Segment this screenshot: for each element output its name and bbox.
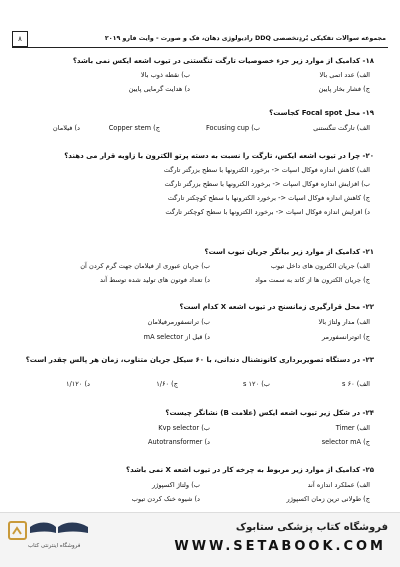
q23-option-c: ج) ۱/۶۰ bbox=[156, 380, 178, 388]
q20-option-a: الف) کاهش اندازه فوکال اسپات <- برخورد الکترونها با سطح بزرگتر تارگت bbox=[163, 166, 370, 174]
q20-option-b: ب) افزایش اندازه فوکال اسپات <- برخورد الکترونها با سطح بزرگتر تارگت bbox=[164, 180, 370, 188]
q19-option-b: ب) Focusing cup bbox=[205, 124, 260, 132]
q21-option-c: ج) جریان الکترون ها از کاتد به سمت مواد bbox=[255, 276, 370, 284]
q21-option-a: الف) جریان الکترون های داخل تیوب bbox=[270, 262, 370, 270]
q25-option-c: ج) طولانی ترین زمان اکسپوژر bbox=[286, 495, 370, 503]
q25-option-a: الف) عملکرد اندازه آند bbox=[307, 481, 370, 489]
shop-name: فروشگاه کتاب پزشکی ستابوک bbox=[235, 522, 388, 533]
question-25: ۲۵- کدامیک از موارد زیر مربوط به چرخه کار در تیوب اشعه X نمی باشد؟ bbox=[126, 466, 374, 474]
q19-option-c: ج) Copper stem bbox=[108, 124, 160, 132]
question-23: ۲۳- در دستگاه تصویربرداری کانونشنال دندانی، با ۶۰ سیکل جریان متناوب، زمان هر پالس چقدر است؟ bbox=[25, 356, 374, 364]
shop-url[interactable]: WWW.SETABOOK.COM bbox=[174, 539, 386, 554]
q23-option-b: ب) ۱۲۰ s bbox=[242, 380, 270, 388]
q18-option-c: ج) فشار بخار پایین bbox=[318, 85, 370, 93]
q21-option-b: ب) جریان عبوری از فیلامان جهت گرم کردن آن bbox=[80, 262, 210, 270]
q20-option-d: د) افزایش اندازه فوکال اسپات <- برخورد الکترونها با سطح کوچکتر تارگت bbox=[165, 208, 370, 216]
q18-option-a: الف) عدد اتمی بالا bbox=[319, 71, 370, 79]
q19-option-d: د) فیلامان bbox=[52, 124, 80, 132]
q18-option-b: ب) نقطه ذوب بالا bbox=[140, 71, 190, 79]
q25-option-d: د) شیوه خنک کردن تیوب bbox=[131, 495, 200, 503]
q22-option-a: الف) مدار ولتاژ بالا bbox=[318, 318, 370, 326]
logo-subtitle: فروشگاه اینترنتی کتاب bbox=[28, 543, 81, 549]
q23-option-a: الف) ۶۰ s bbox=[342, 380, 370, 388]
q24-option-a: الف) Timer bbox=[335, 424, 370, 432]
q24-option-b: ب) Kvp selector bbox=[158, 424, 210, 432]
page-number: ۸ bbox=[12, 31, 28, 47]
q22-option-c: ج) اتوترانسفورمر bbox=[321, 333, 370, 341]
question-22: ۲۲- محل قرارگیری زمانسنج در تیوب اشعه X کدام است؟ bbox=[179, 303, 374, 311]
q22-option-d: د) قبل از mA selector bbox=[143, 333, 210, 341]
q20-option-c: ج) کاهش اندازه فوکال اسپات <- برخورد الکترونها با سطح کوچکتر تارگت bbox=[167, 194, 370, 202]
header-title: مجموعه سوالات تفکیکی بُردِتخصصی DDQ رادیولوژی دهان، فک و صورت - وایت فارو ۲۰۱۹ bbox=[104, 35, 386, 42]
q24-option-d: د) Autotransformer bbox=[147, 438, 210, 446]
question-21: ۲۱- کدامیک از موارد زیر بیانگر جریان تیوب است؟ bbox=[204, 248, 374, 256]
q18-option-d: د) هدایت گرمایی پایین bbox=[128, 85, 190, 93]
q24-option-c: ج) selector mA bbox=[321, 438, 370, 446]
q25-option-b: ب) ولتاژ اکسپوژر bbox=[152, 481, 200, 489]
q21-option-d: د) تعداد فوتون های تولید شده توسط آند bbox=[99, 276, 210, 284]
question-24: ۲۴- در شکل زیر تیوب اشعه ایکس (علامت B) نشانگر چیست؟ bbox=[165, 409, 374, 417]
question-20: ۲۰- چرا در تیوب اشعه ایکس، تارگت را نسبت به دسته پرتو الکترون با زاویه قرار می دهند؟ bbox=[64, 152, 374, 160]
q23-option-d: د) ۱/۱۲۰ bbox=[66, 380, 90, 388]
q19-option-a: الف) تارگت تنگستنی bbox=[313, 124, 370, 132]
question-18: ۱۸- کدامیک از موارد زیر جزء خصوصیات تارگت تنگستنی در تیوب اشعه ایکس نمی باشد؟ bbox=[72, 57, 374, 65]
q22-option-b: ب) ترانسفورمرفیلامان bbox=[147, 318, 210, 326]
page-header bbox=[12, 33, 388, 48]
question-19: ۱۹- محل Focal spot کجاست؟ bbox=[269, 109, 374, 117]
